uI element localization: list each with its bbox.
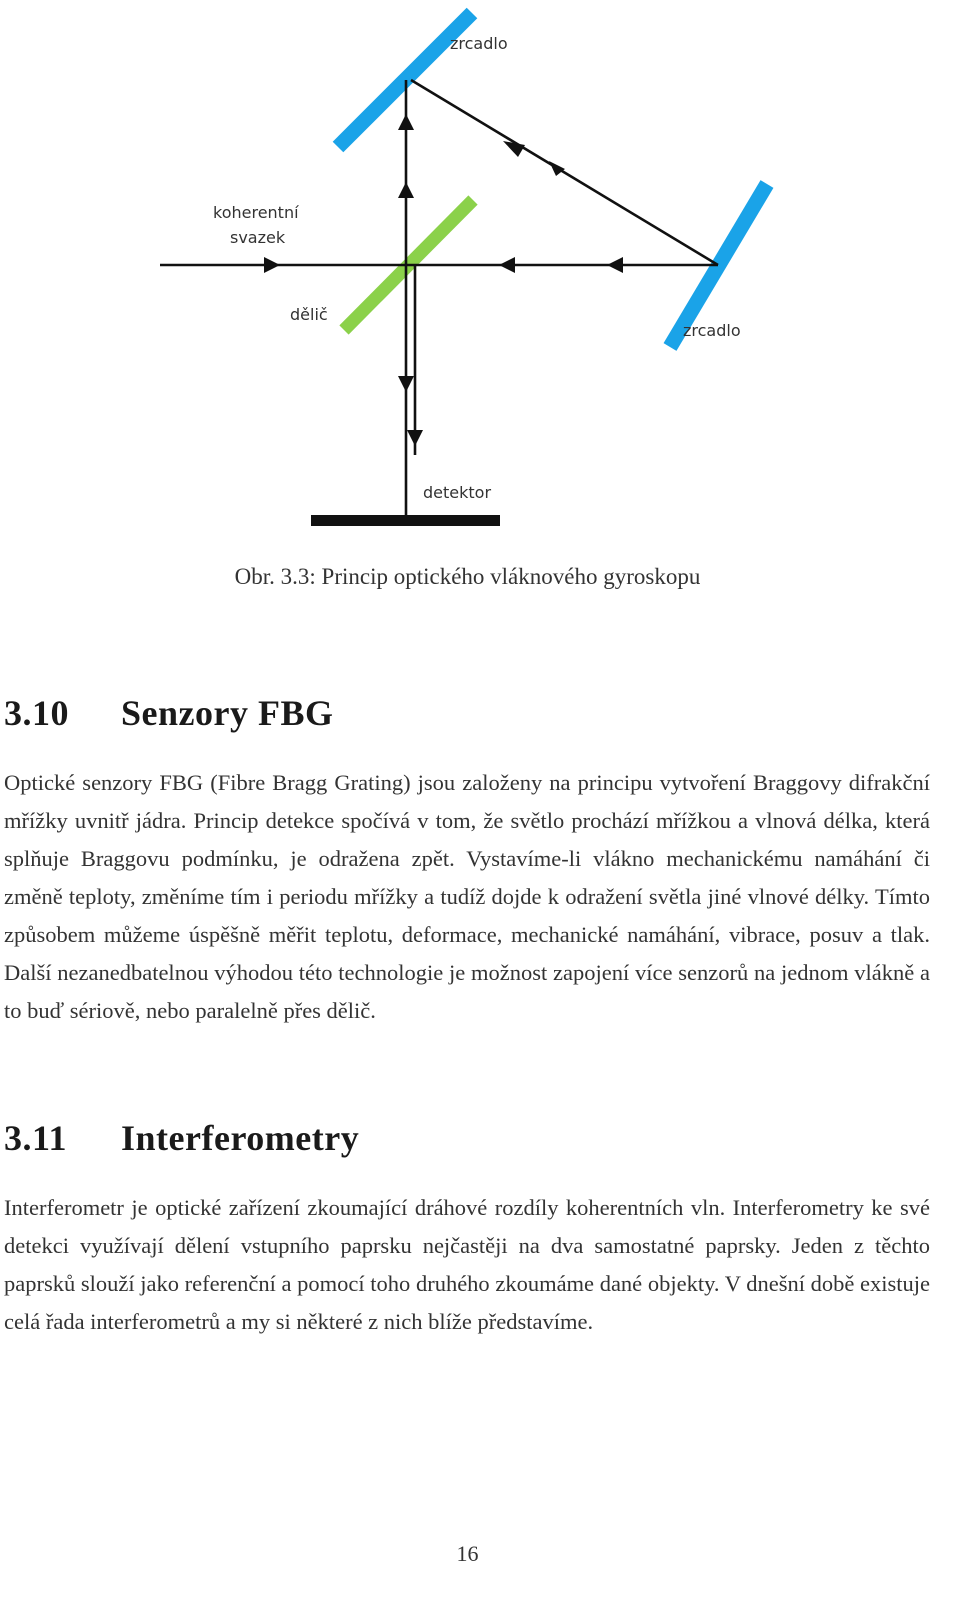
section-title: Senzory FBG — [121, 693, 334, 733]
section-heading-interferometry — [4, 1117, 359, 1159]
label-detector: detektor — [423, 483, 492, 502]
figure-caption: Obr. 3.3: Princip optického vláknového gyroskopu — [234, 564, 701, 589]
arrow-up-2 — [398, 182, 414, 198]
section-title: Interferometry — [121, 1118, 360, 1158]
page-number: 16 — [456, 1541, 479, 1566]
label-mirror-right: zrcadlo — [683, 321, 741, 340]
paragraph-interferometry: Interferometr je optické zařízení zkoumající dráhové rozdíly koherentních vln. Interferometry ke své detekci využívají dělení vstupního paprsku nejčastěji na dva samostatné paprsky. Jeden z těchto paprsků slouží jako referenční a pomocí toho druhého zkoumáme dané objekty. V dnešní době existuje celá řada interferometrů a my si některé z nich blíže představíme. — [4, 1195, 930, 1334]
section-number: 3.11 — [4, 1118, 68, 1158]
arrow-diag-down — [549, 161, 565, 176]
gyroscope-figure — [0, 0, 960, 545]
section-number: 3.10 — [4, 693, 69, 733]
beam-arrows — [264, 114, 623, 446]
arrow-left-2 — [607, 257, 623, 273]
arrow-right — [264, 257, 280, 273]
label-coherent-beam-line2: svazek — [230, 228, 286, 247]
section-heading-fbg — [4, 692, 333, 734]
light-beams — [160, 80, 718, 518]
gyroscope-diagram — [0, 0, 960, 545]
beam-diagonal — [411, 80, 718, 265]
detector-bar — [311, 515, 500, 526]
label-splitter: dělič — [290, 305, 328, 324]
arrow-up-1 — [398, 114, 414, 130]
arrow-left-1 — [499, 257, 515, 273]
label-mirror-top: zrcadlo — [450, 34, 508, 53]
label-coherent-beam: koherentní — [213, 203, 299, 222]
paragraph-fbg: Optické senzory FBG (Fibre Bragg Grating) jsou založeny na principu vytvoření Braggovy difrakční mřížky uvnitř jádra. Princip detekce spočívá v tom, že světlo prochází mřížkou a vlnová délka, která splňuje Braggovu podmínku, je odražena zpět. Vystavíme-li vlákno mechanickému namáhání či změně teploty, změníme tím i periodu mřížky a tudíž dojde k odražení světla jiné vlnové délky. Tímto způsobem můžeme úspěšně měřit teplotu, deformace, mechanické namáhání, vibrace, posuv a tlak. Další nezanedbatelnou výhodou této technologie je možnost zapojení více senzorů na jednom vlákně a to buď sériově, nebo paralelně přes dělič. — [4, 770, 930, 1023]
arrow-diag-up — [503, 141, 525, 157]
arrow-down-1 — [398, 376, 414, 392]
arrow-down-2 — [407, 430, 423, 446]
